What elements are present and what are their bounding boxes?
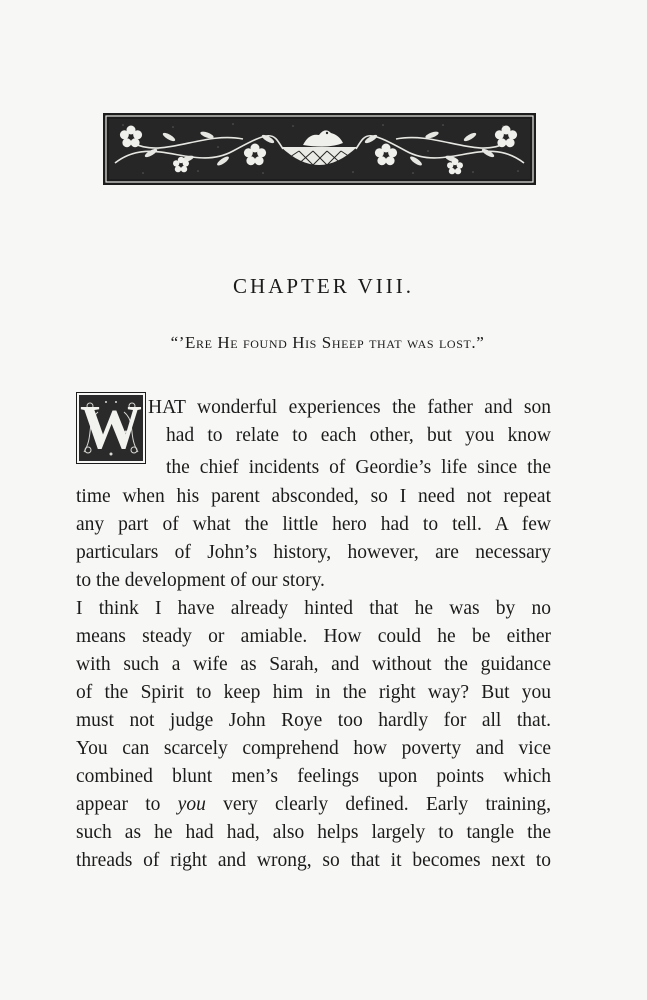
paragraph1-line1: HAT wonderful experiences the father and son bbox=[148, 397, 551, 418]
paragraph2-line4: of the Spirit to keep him in the right way? But you bbox=[76, 682, 551, 703]
paragraph2-line1: I think I have already hinted that he was by no bbox=[76, 598, 551, 619]
paragraph2-line5: must not judge John Roye too hardly for all that. bbox=[76, 710, 551, 731]
paragraph1-line7: to the development of our story. bbox=[76, 570, 325, 591]
paragraph1-line4: time when his parent absconded, so I need not repeat bbox=[76, 486, 551, 507]
emphasized-word: you bbox=[177, 794, 206, 815]
drop-cap bbox=[76, 392, 146, 464]
paragraph1-line6: particulars of John’s history, however, are necessary bbox=[76, 542, 551, 563]
ornamental-headpiece bbox=[103, 113, 536, 185]
paragraph2-line3: with such a wife as Sarah, and without the guidance bbox=[76, 654, 551, 675]
paragraph2-line8 bbox=[76, 791, 551, 819]
paragraph2-line2: means steady or amiable. How could he be either bbox=[76, 626, 551, 647]
paragraph1-line3: the chief incidents of Geordie’s life since the bbox=[166, 457, 551, 478]
chapter-title: CHAPTER VIII. bbox=[233, 274, 414, 298]
paragraph1-line2: had to relate to each other, but you know bbox=[166, 425, 551, 446]
paragraph2-line8-start: appear to bbox=[76, 794, 178, 815]
paragraph2-line10: threads of right and wrong, so that it becomes next to bbox=[76, 850, 551, 871]
drop-cap-letter: W bbox=[80, 394, 142, 462]
paragraph2-line8-end: very clearly defined. Early training, bbox=[205, 794, 551, 815]
chapter-epigraph: “’Ere He found His Sheep that was lost.” bbox=[170, 333, 485, 352]
paragraph2-line7: combined blunt men’s feelings upon points which bbox=[76, 766, 551, 787]
paragraph1-line5: any part of what the little hero had to tell. A few bbox=[76, 514, 551, 535]
paragraph2-line9: such as he had had, also helps largely to tangle the bbox=[76, 822, 551, 843]
paragraph2-line6: You can scarcely comprehend how poverty and vice bbox=[76, 738, 551, 759]
